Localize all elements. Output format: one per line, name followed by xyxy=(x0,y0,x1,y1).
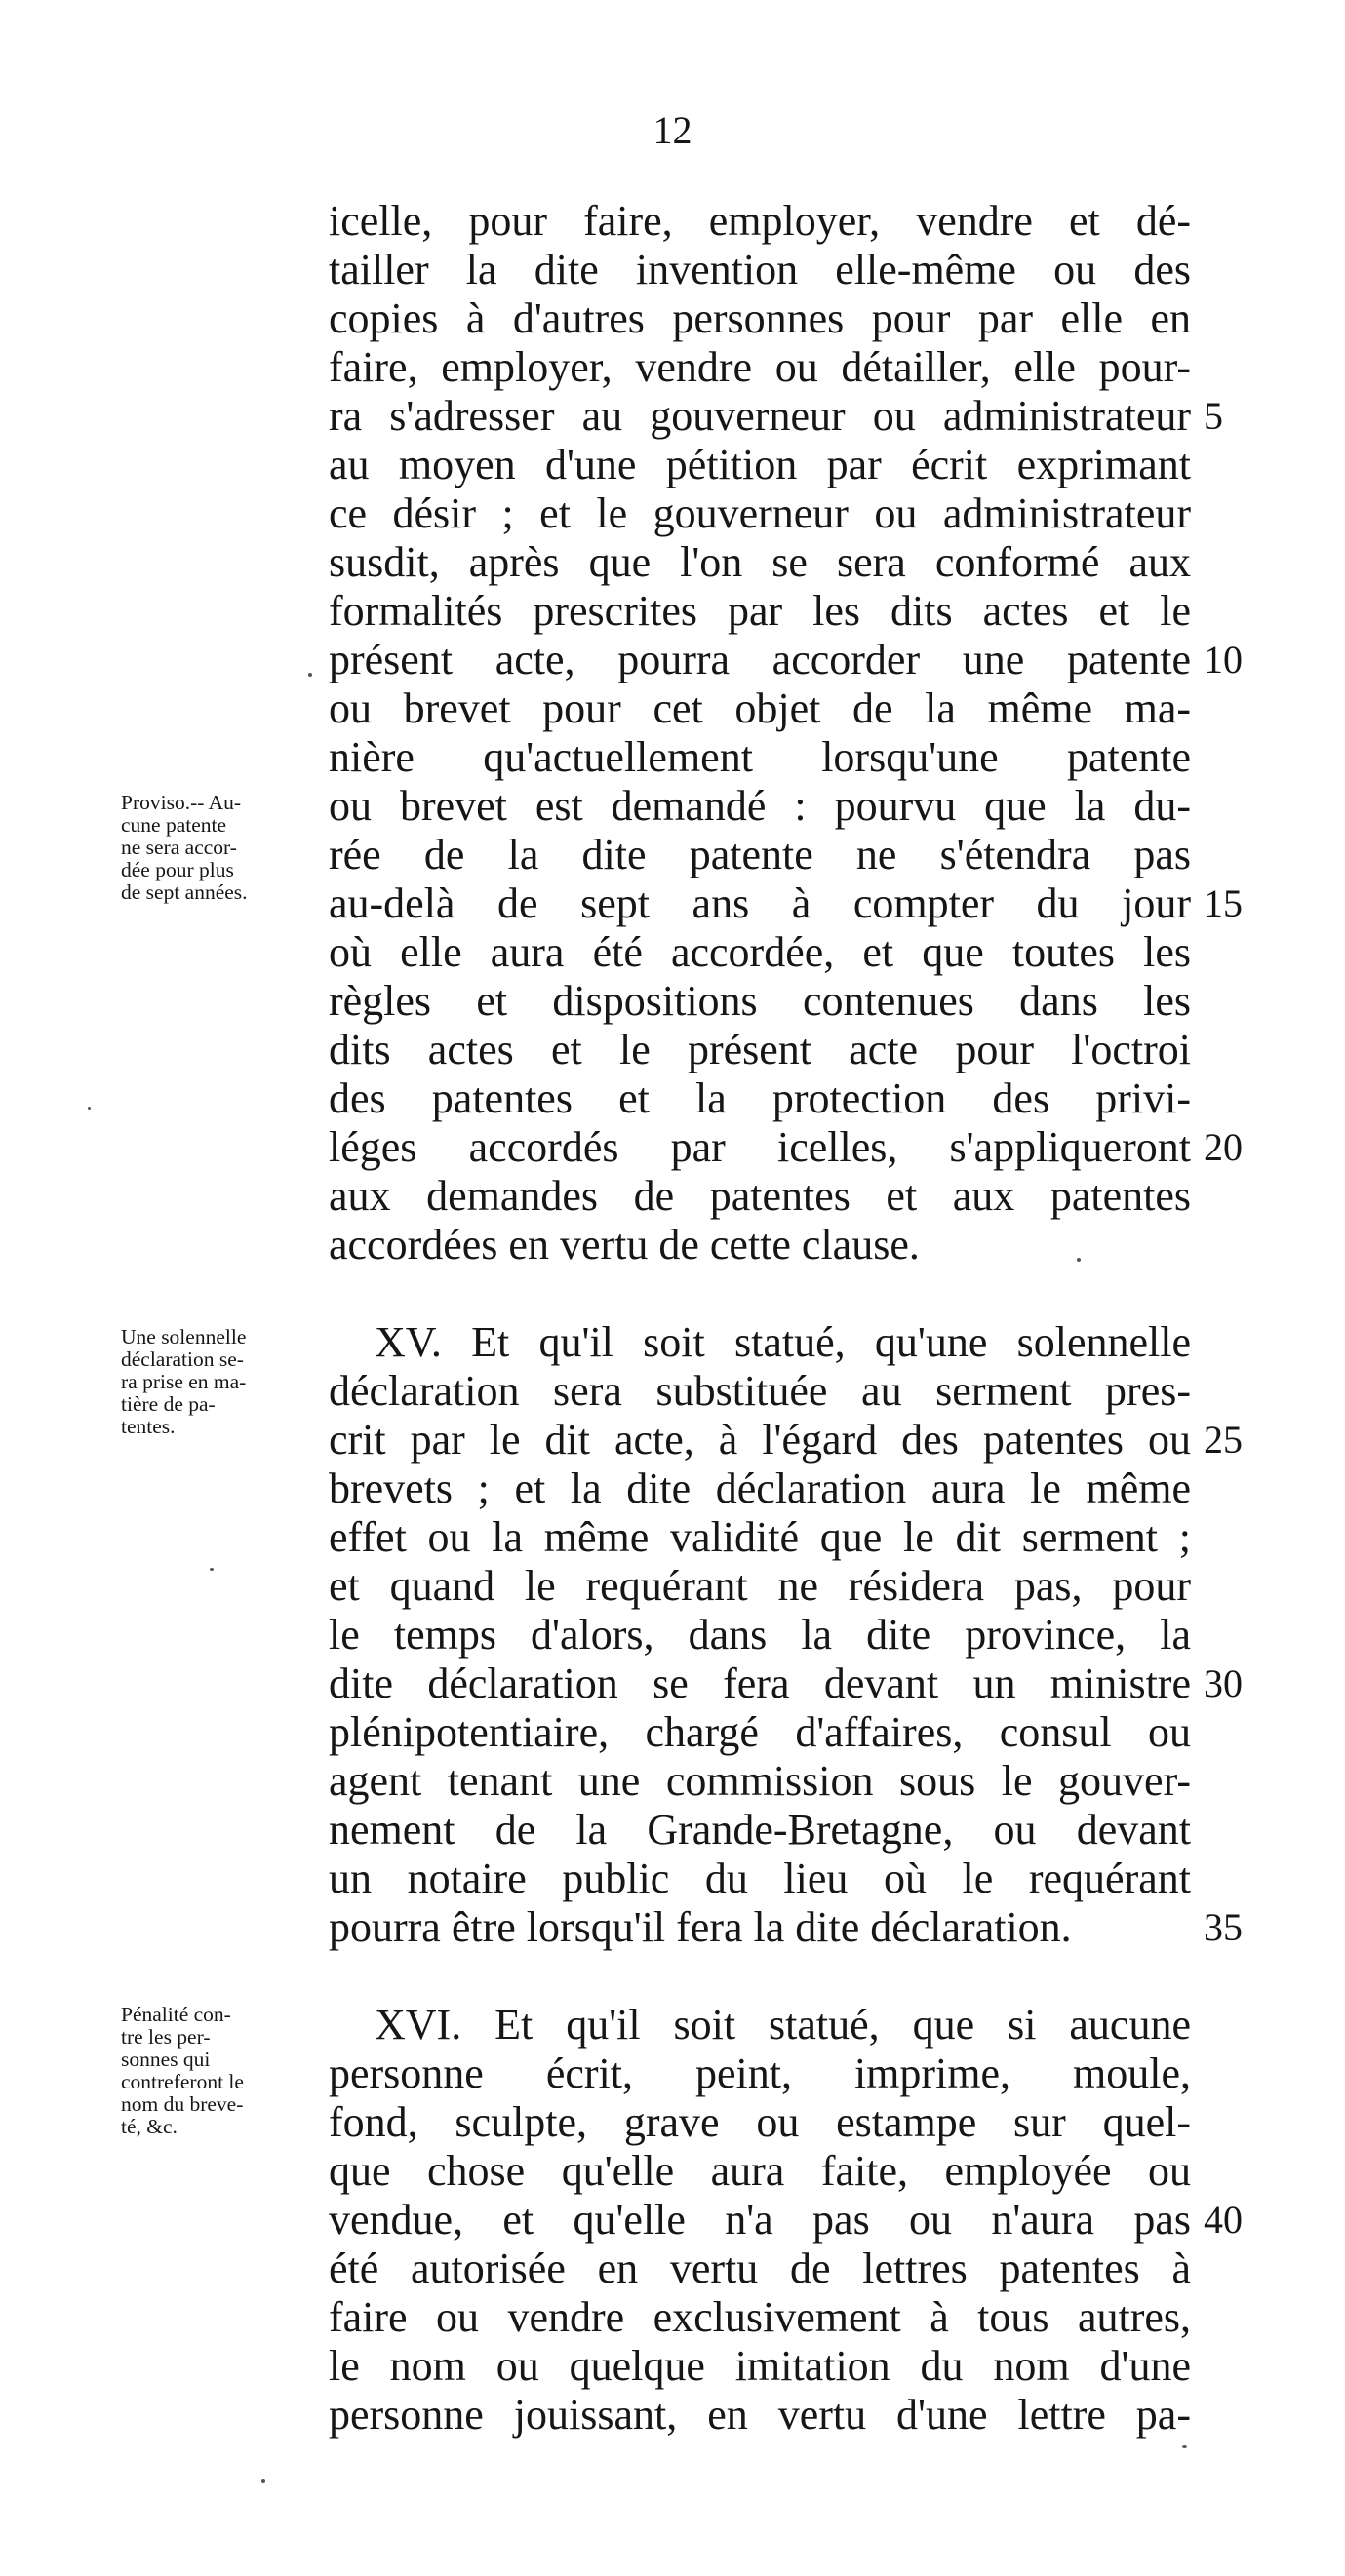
page-number: 12 xyxy=(653,108,692,152)
text-line: formalités prescrites par les dits actes et le xyxy=(329,587,1191,635)
margin-note-line: ne sera accor- xyxy=(121,836,237,859)
scan-speck xyxy=(1182,2445,1187,2448)
text-line: copies à d'autres personnes pour par elle en xyxy=(329,294,1191,342)
margin-note-line: cune patente xyxy=(121,813,227,837)
text-line: accordées en vertu de cette clause. xyxy=(329,1221,920,1268)
text-line: déclaration sera substituée au serment pres- xyxy=(329,1367,1191,1415)
text-line: aux demandes de patentes et aux patentes xyxy=(329,1172,1191,1220)
scan-speck xyxy=(88,1107,91,1110)
text-line: le nom ou quelque imitation du nom d'une xyxy=(329,2342,1191,2390)
line-number: 20 xyxy=(1204,1125,1243,1169)
text-line: le temps d'alors, dans la dite province, la xyxy=(329,1611,1191,1659)
scan-speck xyxy=(1077,1258,1081,1262)
text-line: faire, employer, vendre ou détailler, elle pour- xyxy=(329,343,1191,391)
text-line: fond, sculpte, grave ou estampe sur quel- xyxy=(329,2098,1191,2146)
scan-speck xyxy=(210,1568,214,1571)
margin-note-line: té, &c. xyxy=(121,2115,178,2138)
line-number: 10 xyxy=(1204,638,1243,682)
text-line: effet ou la même validité que le dit serment ; xyxy=(329,1513,1191,1561)
margin-note xyxy=(121,792,322,904)
text-line: présent acte, pourra accorder une patente xyxy=(329,636,1191,683)
text-line: faire ou vendre exclusivement à tous autres, xyxy=(329,2293,1191,2341)
margin-note-line: déclaration se- xyxy=(121,1347,244,1371)
margin-note-line: Proviso.-- Au- xyxy=(121,791,242,814)
text-line: au-delà de sept ans à compter du jour xyxy=(329,879,1191,927)
margin-note-line: dée pour plus xyxy=(121,858,234,881)
line-number: 15 xyxy=(1204,881,1243,925)
margin-note xyxy=(121,1326,322,1438)
scan-speck xyxy=(308,673,312,677)
text-line: susdit, après que l'on se sera conformé aux xyxy=(329,538,1191,586)
text-line: XV. Et qu'il soit statué, qu'une solennelle xyxy=(375,1318,1191,1366)
text-line: icelle, pour faire, employer, vendre et dé- xyxy=(329,197,1191,245)
margin-note-line: de sept années. xyxy=(121,880,248,904)
text-line: nière qu'actuellement lorsqu'une patente xyxy=(329,733,1191,781)
text-line: ce désir ; et le gouverneur ou administrateur xyxy=(329,489,1191,537)
line-number: 40 xyxy=(1204,2198,1243,2242)
line-number: 35 xyxy=(1204,1905,1243,1949)
text-line: dits actes et le présent acte pour l'octroi xyxy=(329,1026,1191,1073)
line-number: 30 xyxy=(1204,1661,1243,1705)
text-line: un notaire public du lieu où le requérant xyxy=(329,1854,1191,1902)
text-line: ou brevet pour cet objet de la même ma- xyxy=(329,684,1191,732)
line-number: 25 xyxy=(1204,1418,1243,1462)
margin-note-line: Une solennelle xyxy=(121,1325,247,1348)
margin-note-line: contreferont le xyxy=(121,2070,244,2093)
text-line: vendue, et qu'elle n'a pas ou n'aura pas xyxy=(329,2196,1191,2244)
text-line: léges accordés par icelles, s'appliqueront xyxy=(329,1123,1191,1171)
text-line: rée de la dite patente ne s'étendra pas xyxy=(329,831,1191,878)
text-line: été autorisée en vertu de lettres patentes à xyxy=(329,2244,1191,2292)
text-line: pourra être lorsqu'il fera la dite déclaration. xyxy=(329,1903,1072,1951)
margin-note-line: tière de pa- xyxy=(121,1392,216,1416)
text-line: nement de la Grande-Bretagne, ou devant xyxy=(329,1806,1191,1854)
text-line: où elle aura été accordée, et que toutes les xyxy=(329,928,1191,976)
margin-note xyxy=(121,2004,322,2138)
text-line: plénipotentiaire, chargé d'affaires, consul ou xyxy=(329,1708,1191,1756)
margin-note-line: nom du breve- xyxy=(121,2092,244,2116)
text-line: tailler la dite invention elle-même ou des xyxy=(329,246,1191,293)
text-line: ou brevet est demandé : pourvu que la du- xyxy=(329,782,1191,830)
text-line: brevets ; et la dite déclaration aura le même xyxy=(329,1464,1191,1512)
margin-note-line: tentes. xyxy=(121,1415,176,1438)
text-line: dite déclaration se fera devant un ministre xyxy=(329,1659,1191,1707)
margin-note-line: tre les per- xyxy=(121,2025,211,2049)
text-line: que chose qu'elle aura faite, employée ou xyxy=(329,2147,1191,2195)
text-line: et quand le requérant ne résidera pas, pour xyxy=(329,1562,1191,1610)
text-line: au moyen d'une pétition par écrit exprimant xyxy=(329,441,1191,488)
text-line: crit par le dit acte, à l'égard des patentes ou xyxy=(329,1416,1191,1464)
text-line: des patentes et la protection des privi- xyxy=(329,1074,1191,1122)
text-line: agent tenant une commission sous le gouver- xyxy=(329,1757,1191,1805)
text-line: XVI. Et qu'il soit statué, que si aucune xyxy=(375,2001,1191,2049)
margin-note-line: sonnes qui xyxy=(121,2048,211,2071)
text-line: personne écrit, peint, imprime, moule, xyxy=(329,2049,1191,2097)
margin-note-line: Pénalité con- xyxy=(121,2003,231,2026)
scan-speck xyxy=(261,2479,265,2483)
text-line: ra s'adresser au gouverneur ou administrateur xyxy=(329,392,1191,440)
text-line: règles et dispositions contenues dans les xyxy=(329,977,1191,1025)
margin-note-line: ra prise en ma- xyxy=(121,1370,247,1393)
text-line: personne jouissant, en vertu d'une lettre pa- xyxy=(329,2391,1191,2439)
line-number: 5 xyxy=(1204,394,1223,438)
